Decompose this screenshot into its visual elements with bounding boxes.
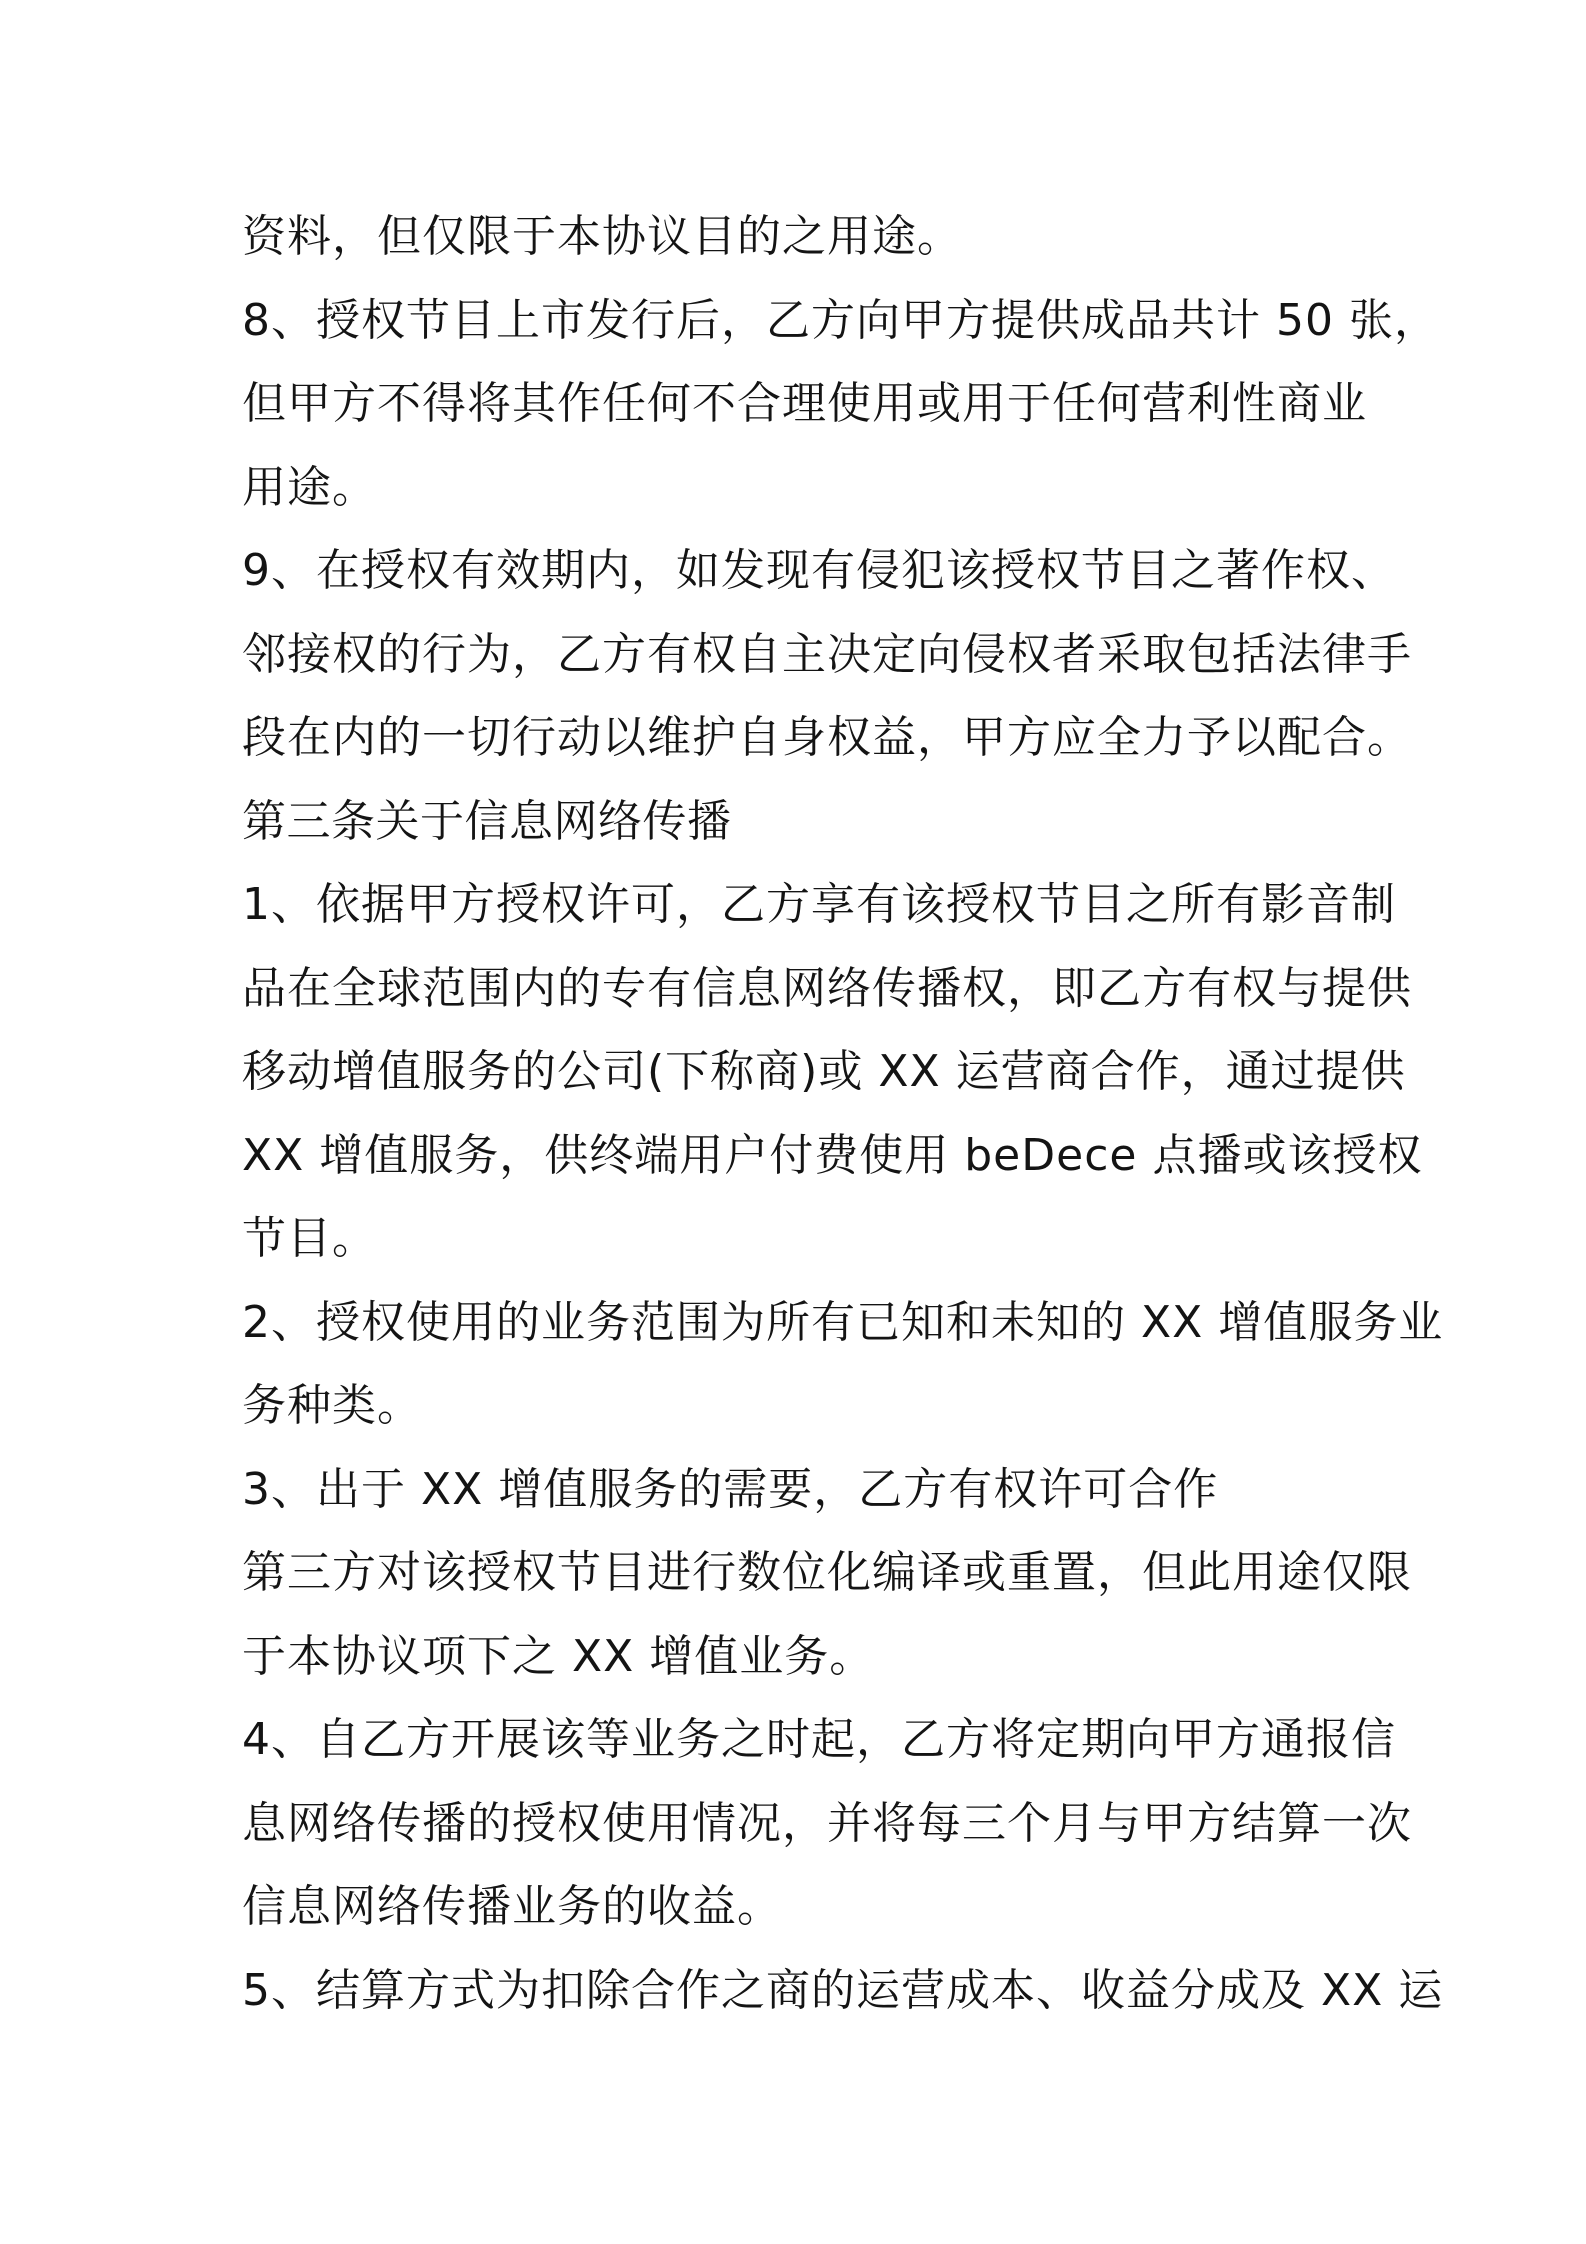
text-line: 移动增值服务的公司(下称商)或 XX 运营商合作，通过提供 — [242, 1046, 1406, 1097]
text-line: 用途。 — [242, 461, 377, 513]
section-heading: 第三条关于信息网络传播 — [242, 795, 732, 847]
text-line: 5、结算方式为扣除合作之商的运营成本、收益分成及 XX 运 — [242, 1964, 1444, 2016]
text-line: 务种类。 — [242, 1380, 422, 1431]
text-line: 节目。 — [242, 1213, 377, 1264]
text-line: 8、授权节目上市发行后，乙方向甲方提供成品共计 50 张， — [242, 294, 1439, 346]
text-line: 但甲方不得将其作任何不合理使用或用于任何营利性商业 — [242, 378, 1367, 429]
text-line: 于本协议项下之 XX 增值业务。 — [242, 1630, 875, 1682]
text-line: 段在内的一切行动以维护自身权益，甲方应全力予以配合。 — [242, 712, 1412, 763]
text-line: XX 增值服务，供终端用户付费使用 beDece 点播或该授权 — [242, 1129, 1423, 1181]
text-line: 品在全球范围内的专有信息网络传播权，即乙方有权与提供 — [242, 962, 1412, 1014]
text-line: 息网络传播的授权使用情况，并将每三个月与甲方结算一次 — [242, 1797, 1412, 1849]
text-line: 邻接权的行为，乙方有权自主决定向侵权者采取包括法律手 — [242, 628, 1412, 680]
text-line: 3、出于 XX 增值服务的需要，乙方有权许可合作 — [242, 1463, 1219, 1515]
text-line: 信息网络传播业务的收益。 — [242, 1881, 782, 1932]
text-line: 9、在授权有效期内，如发现有侵犯该授权节目之著作权、 — [242, 545, 1396, 596]
text-line: 2、授权使用的业务范围为所有已知和未知的 XX 增值服务业 — [242, 1296, 1444, 1348]
document-body — [242, 195, 1444, 2032]
text-line: 1、依据甲方授权许可，乙方享有该授权节目之所有影音制 — [242, 879, 1396, 930]
text-line: 资料，但仅限于本协议目的之用途。 — [242, 211, 962, 262]
text-line: 第三方对该授权节目进行数位化编译或重置，但此用途仅限 — [242, 1547, 1412, 1598]
text-line: 4、自乙方开展该等业务之时起，乙方将定期向甲方通报信 — [242, 1714, 1396, 1765]
